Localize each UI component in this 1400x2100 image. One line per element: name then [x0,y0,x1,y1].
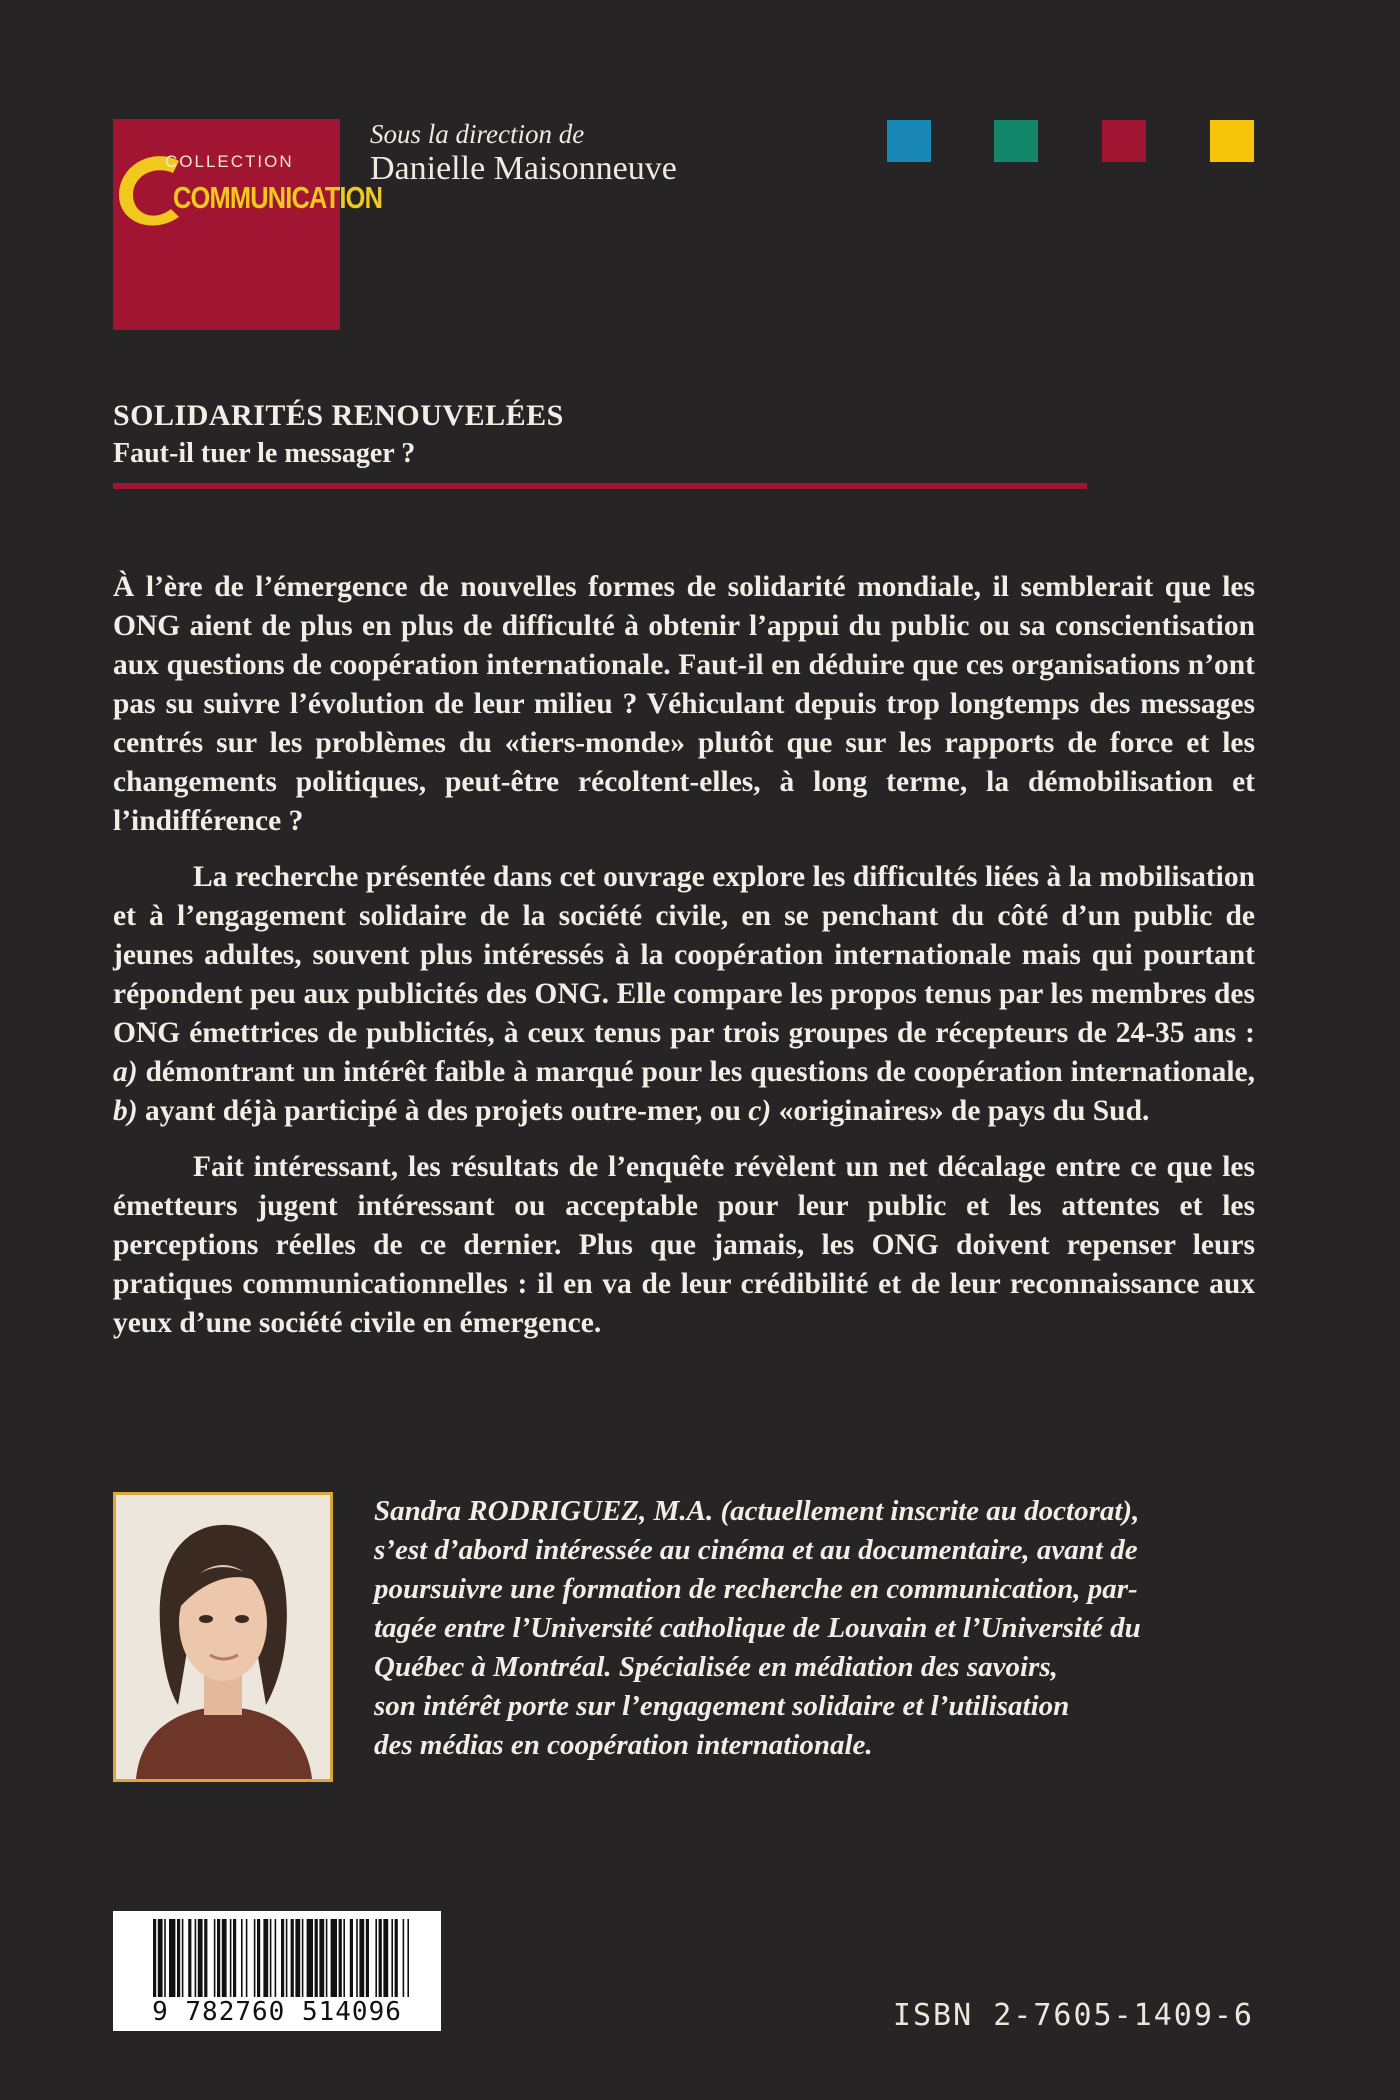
barcode-bar [233,1919,236,1997]
bio-line: tagée entre l’Université catholique de Louvain et l’Université du [374,1612,1141,1644]
barcode-bar [217,1919,220,1997]
author-photo [113,1492,333,1782]
barcode-bar [275,1919,277,1997]
barcode [113,1911,441,2031]
barcode-bar [339,1919,342,1997]
barcode-bar [331,1919,337,1997]
barcode-bar [182,1919,184,1997]
barcode-bar [286,1919,288,1997]
editor-name: Danielle Maisonneuve [370,150,677,187]
barcode-bar [204,1919,207,1997]
barcode-bar [270,1919,272,1997]
editor-credit [370,118,677,188]
barcode-bar [395,1919,398,1997]
title-divider [113,483,1087,489]
book-title: SOLIDARITÉS RENOUVELÉES [113,399,564,432]
bio-line: poursuivre une formation de recherche en communication, par- [374,1573,1138,1605]
barcode-bar [383,1919,388,1997]
barcode-bar [350,1919,353,1997]
paragraph-2-text-1: La recherche présentée dans cet ouvrage explore les difficultés liées à la mobilisation et à l’engagement solidaire de la société civile, en se penchant du côté d’un public de jeunes adultes, souvent plus intéressés à la coopération internationale mais qui pourtant répondent peu aux publicités des ONG. Elle compare les propos tenus par les membres des ONG émettrices de publicités, à ceux tenus par trois groupes de récepteurs de 24-35 ans : [113,861,1255,1049]
barcode-bar [366,1919,369,1997]
barcode-bars-icon [113,1911,441,2001]
editor-credit-label: Sous la direction de [370,119,585,149]
barcode-bar [407,1919,409,1997]
barcode-bar [177,1919,180,1997]
summary-paragraph-1: À l’ère de l’émergence de nouvelles formes de solidarité mondiale, il semblerait que les ONG aient de plus en plus de difficulté à obtenir l’appui du public ou sa conscientisation aux questions de coopération internationale. Faut-il en déduire que ces organisations n’ont pas su suivre l’évolution de leur milieu ? Véhiculant depuis trop longtemps des messages centrés sur les problèmes du «tiers-monde» plutôt que sur les rapports de force et les changements politiques, peut-être récoltent-elles, à long terme, la démobilisation et l’indifférence ? [113,571,1255,837]
bio-line: Sandra RODRIGUEZ, M.A. (actuellement inscrite au doctorat), [374,1495,1140,1527]
summary-paragraph-2 [113,858,1255,1131]
bio-line: son intérêt porte sur l’engagement solidaire et l’utilisation [374,1690,1070,1722]
paragraph-2-text-4: «originaires» de pays du Sud. [771,1095,1150,1127]
barcode-bar [263,1919,268,1997]
isbn: ISBN 2-7605-1409-6 [892,1998,1254,2033]
barcode-bar [291,1919,294,1997]
barcode-bar [295,1919,300,1997]
barcode-bar [246,1919,248,1997]
barcode-bar [343,1919,345,1997]
barcode-bar [379,1919,382,1997]
bio-line: s’est d’abord intéressée au cinéma et au documentaire, avant de [374,1534,1138,1566]
paragraph-2-text-2: démontrant un intérêt faible à marqué pour les questions de coopération internationale, [137,1056,1255,1088]
barcode-bar [254,1919,256,1997]
swatch-yellow [1210,120,1254,162]
marker-b: b) [113,1095,138,1127]
author-bio [374,1492,1254,1765]
swatch-blue [887,120,931,162]
marker-c: c) [748,1095,772,1127]
barcode-bar [158,1919,163,1997]
barcode-bar [307,1919,313,1997]
barcode-bar [230,1919,232,1997]
barcode-bar [375,1919,377,1997]
barcode-bar [356,1919,358,1997]
book-title-block [113,398,564,474]
bio-line: des médias en coopération internationale. [374,1729,873,1761]
barcode-bar [391,1919,393,1997]
barcode-bar [198,1919,203,1997]
summary-paragraph-3: Fait intéressant, les résultats de l’enquête révèlent un net décalage entre ce que les émetteurs jugent intéressant ou acceptable pour leur public et les attentes et les perceptions réelles de ce dernier. Plus que jamais, les ONG doivent repenser leurs pratiques communicationnelles : il en va de leur crédibilité et de leur reconnaissance aux yeux d’une société civile en émergence. [113,1151,1255,1339]
logo-wordmark: COMMUNICATION [173,180,383,215]
barcode-bar [164,1919,166,1997]
back-cover-summary [113,568,1255,1360]
logo-collection-text: COLLECTION [165,152,294,171]
barcode-bar [302,1919,304,1997]
barcode-bar [359,1919,364,1997]
barcode-bar [153,1919,156,1997]
book-subtitle: Faut-il tuer le messager ? [113,438,416,469]
barcode-bar [195,1919,197,1997]
collection-logo [113,119,383,330]
barcode-bar [281,1919,284,1997]
author-portrait-icon [116,1495,330,1779]
barcode-bar [169,1919,175,1997]
barcode-bar [315,1919,318,1997]
bio-line: Québec à Montréal. Spécialisée en médiation des savoirs, [374,1651,1058,1683]
swatch-green [994,120,1038,162]
barcode-bar [241,1919,243,1997]
barcode-bar [188,1919,191,1997]
barcode-bar [403,1919,405,1997]
barcode-bar [326,1919,328,1997]
marker-a: a) [113,1056,138,1088]
paragraph-2-text-3: ayant déjà participé à des projets outre-mer, ou [137,1095,749,1127]
barcode-bar [214,1919,216,1997]
swatch-crimson [1102,120,1146,162]
barcode-bar [319,1919,324,1997]
barcode-bar [222,1919,227,1997]
barcode-digits: 9 782760 514096 [152,1997,402,2027]
barcode-bar [257,1919,260,1997]
